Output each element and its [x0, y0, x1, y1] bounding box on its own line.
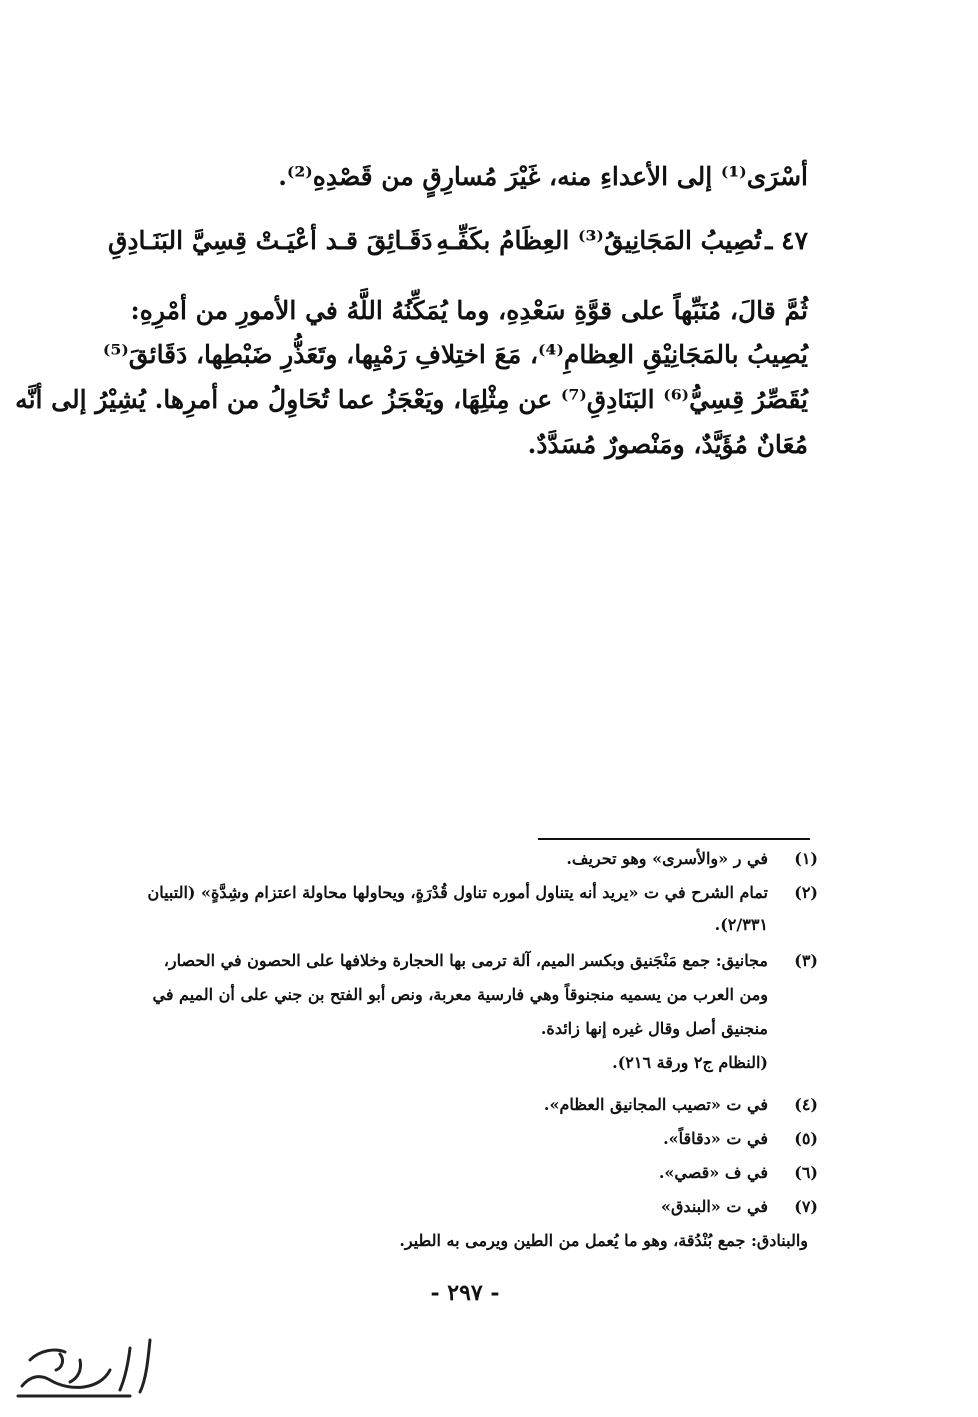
verse-hemistich-2: دَقَـائِقَ قـد أعْيَـتْ قِسِيَّ البَنَـادِقِ	[108, 226, 433, 255]
commentary-line-4: مُعَانٌ مُؤَيَّدٌ، ومَنْصورٌ مُسَدَّدٌ.	[527, 430, 808, 459]
footnote-1-number: (١)	[794, 849, 818, 868]
verse-number: ٤٧ ـ	[765, 226, 808, 255]
footnote-5-text: في ت «دقاقاً».	[663, 1129, 768, 1148]
footnote-3-text-d: (النظام ج٢ ورقة ٢١٦).	[612, 1053, 768, 1072]
poem-line-1: أسْرَى⁽¹⁾ إلى الأعداءِ منه، غَيْرَ مُسارِقٍ من قَصْدِهِ⁽²⁾.	[278, 162, 808, 191]
footnote-3-text-b: ومن العرب من يسميه منجنوقاً وهي فارسية معربة، ونص أبو الفتح بن جني على أن الميم في	[152, 985, 768, 1004]
footnote-3-number: (٣)	[794, 951, 818, 970]
footnote-6-number: (٦)	[794, 1163, 818, 1182]
footnote-1-text: في ر «والأسرى» وهو تحريف.	[566, 849, 768, 868]
footnote-5-number: (٥)	[794, 1129, 818, 1148]
footnote-2-text-b: ٢/٣٣١).	[714, 915, 768, 934]
commentary-line-1: ثُمَّ قالَ، مُنَبِّهاً على قوَّةِ سَعْدِهِ، وما يُمَكِّنُهُ اللَّهُ في الأمورِ من أمْرِهِ:	[130, 296, 808, 325]
footnote-3-text-c: منجنيق أصل وقال غيره إنها زائدة.	[540, 1019, 768, 1038]
footnote-7-number: (٧)	[794, 1197, 818, 1216]
footnote-7-text: في ت «البندق»	[661, 1197, 768, 1216]
footnote-4-number: (٤)	[794, 1095, 818, 1114]
footnote-4-text: في ت «تصيب المجانيق العظام».	[543, 1095, 768, 1114]
footnote-7-text-b: والبنادق: جمع بُنْدُقة، وهو ما يُعمل من الطين ويرمى به الطير.	[399, 1231, 808, 1250]
page-number: - ٢٩٧ -	[430, 1280, 500, 1306]
commentary-line-2: يُصِيبُ بالمَجَانِيْقِ العِظامِ⁽⁴⁾، مَعَ اختِلافِ رَمْيِها، وتَعَذُّرِ ضَبْطِها، دَقَائقَ⁽⁵⁾	[102, 340, 808, 369]
footnote-2-number: (٢)	[794, 883, 818, 902]
verse-hemistich-1: تُصِيبُ المَجَانِيقُ⁽³⁾ العِظَامُ بكَفِّـهِ	[436, 226, 762, 255]
footnote-2-text-a: تمام الشرح في ت «يريد أنه يتناول أموره تناول قُدْرَةٍ، ويحاولها محاولة اعتزام وشِدَّةٍ» (التبيان	[147, 883, 768, 902]
footnote-3-text-a: مجانيق: جمع مَنْجَنيق وبكسر الميم، آلة ترمى بها الحجارة وخلافها على الحصون في الحصار،	[163, 951, 768, 970]
footnote-6-text: في ف «قصي».	[658, 1163, 768, 1182]
footnote-separator	[538, 838, 810, 840]
commentary-line-3: يُقَصِّرُ قِسِيُّ⁽⁶⁾ البَنَادِقِ⁽⁷⁾ عن مِثْلِهَا، ويَعْجَزُ عما تُحَاوِلُ من أمرِها. يُشِيْرُ إلى أنَّه	[15, 385, 808, 414]
verse-47	[108, 224, 808, 258]
